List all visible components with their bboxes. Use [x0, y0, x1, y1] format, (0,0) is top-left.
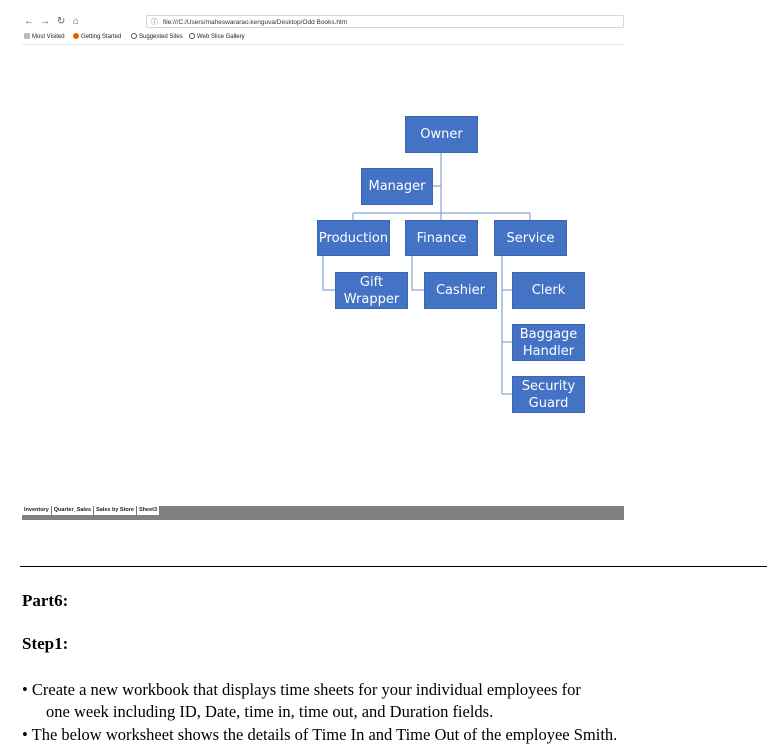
- home-icon[interactable]: ⌂: [73, 16, 80, 27]
- tab-sales-by-store[interactable]: Sales by Store: [94, 506, 137, 515]
- bullet-item: • Create a new workbook that displays time sheets for your individual employees for: [22, 680, 581, 699]
- org-box-service: Service: [494, 220, 567, 256]
- sheet-tab-bar: [22, 506, 624, 520]
- org-box-cashier: Cashier: [424, 272, 497, 309]
- org-box-manager: Manager: [361, 168, 433, 205]
- back-arrow-icon[interactable]: ←: [24, 16, 34, 27]
- bookmark-web-slice-gallery[interactable]: Web Slice Gallery: [189, 31, 245, 44]
- org-box-gift-wrapper: Gift Wrapper: [335, 272, 408, 309]
- org-box-baggage-handler: Baggage Handler: [512, 324, 585, 361]
- horizontal-divider: [20, 566, 767, 567]
- org-box-clerk: Clerk: [512, 272, 585, 309]
- part-heading: Part6:: [22, 591, 69, 610]
- info-icon: ⓘ: [151, 19, 158, 26]
- bullet-continuation: one week including ID, Date, time in, time out, and Duration fields.: [46, 702, 494, 721]
- tab-inventory[interactable]: Inventory: [22, 506, 52, 515]
- org-box-owner: Owner: [405, 116, 478, 153]
- url-text: file:///C:/Users/maheswararao.kenguva/Desktop/Odd Books.htm: [163, 19, 348, 26]
- bullet-item: • The below worksheet shows the details of Time In and Time Out of the employee Smith.: [22, 725, 618, 744]
- bookmark-getting-started[interactable]: Getting Started: [73, 31, 121, 44]
- bookmark-most-visited[interactable]: Most Visited: [24, 31, 65, 44]
- org-box-security-guard: Security Guard: [512, 376, 585, 413]
- tab-quarter-sales[interactable]: Quarter_Sales: [52, 506, 94, 515]
- sheet-tabs: [22, 506, 160, 515]
- tab-sheet3[interactable]: Sheet3: [137, 506, 160, 515]
- org-box-production: Production: [317, 220, 390, 256]
- forward-arrow-icon[interactable]: →: [40, 16, 50, 27]
- reload-icon[interactable]: ↻: [57, 16, 66, 27]
- step-heading: Step1:: [22, 634, 69, 653]
- org-box-finance: Finance: [405, 220, 478, 256]
- bookmark-suggested-sites[interactable]: Suggested Sites: [131, 31, 183, 44]
